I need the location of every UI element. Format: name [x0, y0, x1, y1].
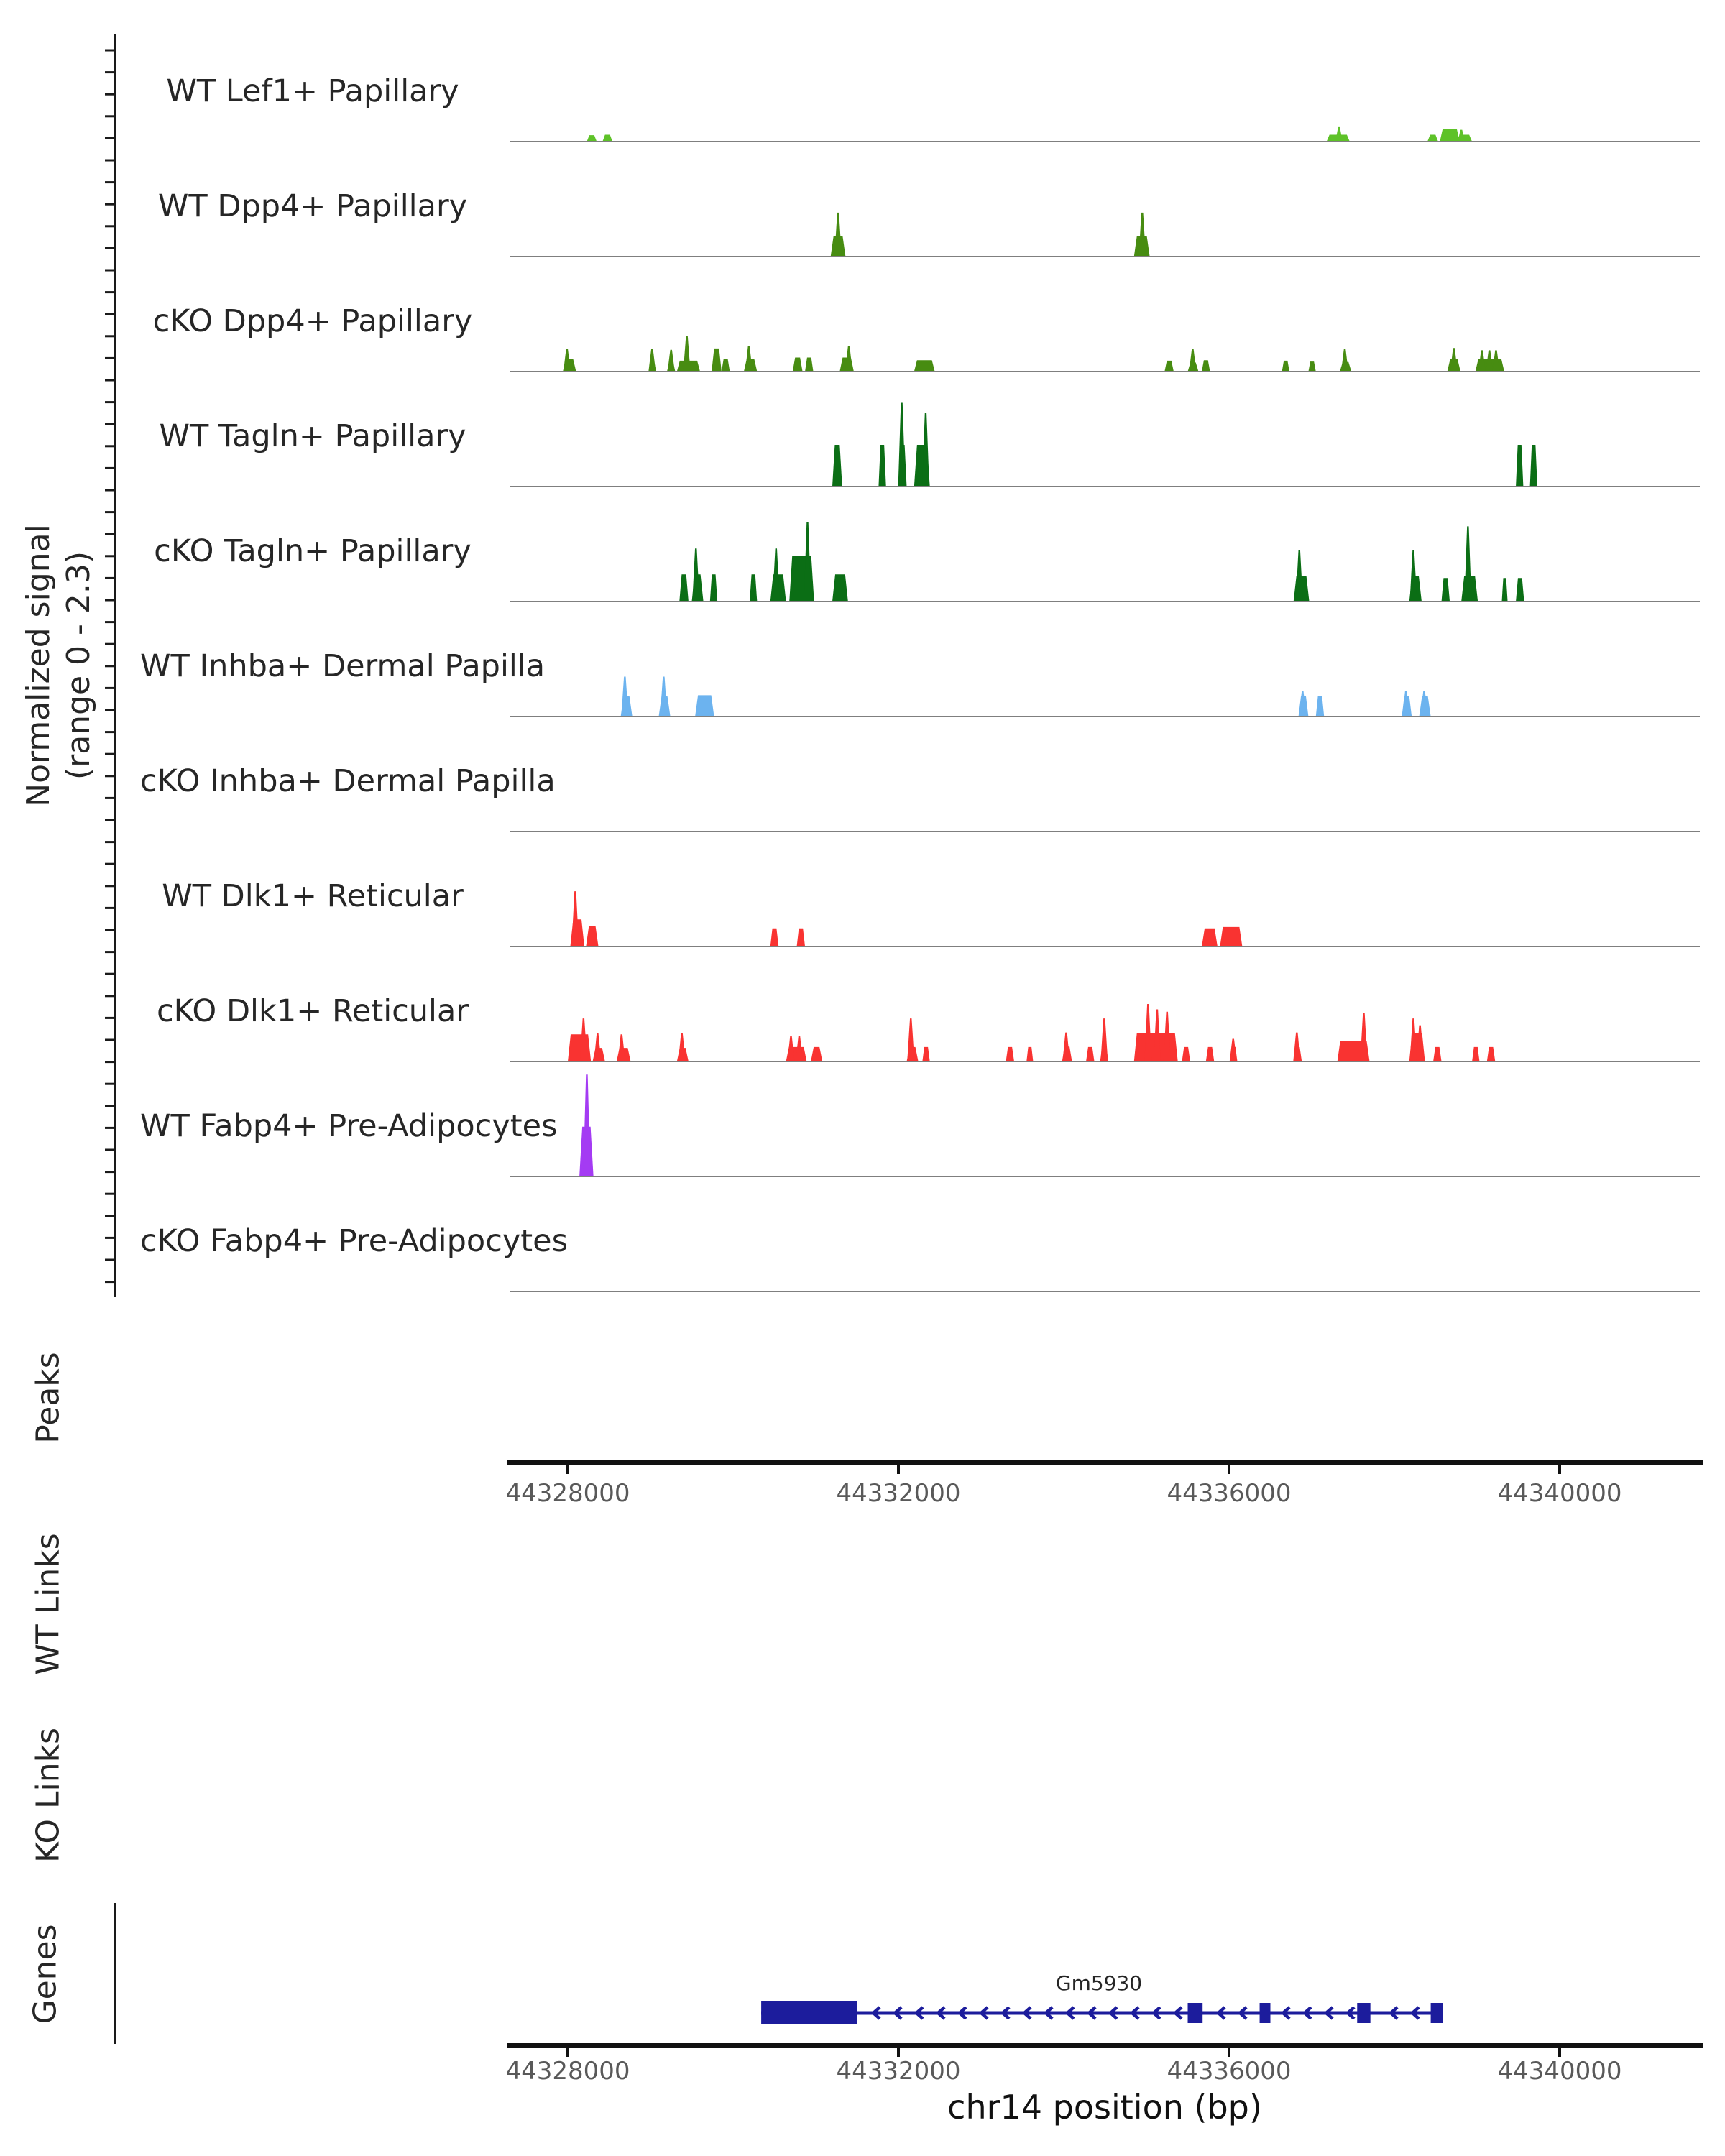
bottom-axis-tick-44336000: 44336000	[1167, 2057, 1292, 2086]
track-label-cko-dpp4: cKO Dpp4+ Papillary	[152, 303, 473, 339]
section-label-genes: Genes	[27, 1924, 64, 2024]
y-axis-label-line1: Normalized signal	[20, 524, 57, 807]
section-label-peaks: Peaks	[29, 1352, 67, 1444]
y-axis-label-line2: (range 0 - 2.3)	[60, 550, 97, 780]
section-label-ko-links: KO Links	[29, 1727, 67, 1864]
bottom-axis-tick-44328000: 44328000	[505, 2057, 630, 2086]
bottom-axis-tick-44332000: 44332000	[836, 2057, 961, 2086]
track-label-wt-dlk1: WT Dlk1+ Reticular	[162, 878, 464, 914]
gene-name-label: Gm5930	[1055, 1971, 1143, 1995]
track-label-cko-tagln: cKO Tagln+ Papillary	[154, 533, 472, 569]
peaks-axis-tick-44328000: 44328000	[505, 1479, 630, 1508]
track-label-cko-dlk1: cKO Dlk1+ Reticular	[156, 993, 469, 1029]
y-axis-label	[19, 524, 99, 807]
section-label-wt-links: WT Links	[29, 1533, 67, 1675]
peaks-axis-tick-44332000: 44332000	[836, 1479, 961, 1508]
track-label-wt-lef1: WT Lef1+ Papillary	[166, 73, 459, 109]
x-axis-title: chr14 position (bp)	[947, 2088, 1262, 2127]
peaks-axis-tick-44340000: 44340000	[1497, 1479, 1622, 1508]
track-label-cko-inhba: cKO Inhba+ Dermal Papilla	[140, 763, 556, 799]
track-label-wt-inhba: WT Inhba+ Dermal Papilla	[140, 648, 546, 684]
peaks-axis-tick-44336000: 44336000	[1167, 1479, 1292, 1508]
track-label-wt-dpp4: WT Dpp4+ Papillary	[157, 188, 468, 224]
track-label-wt-tagln: WT Tagln+ Papillary	[159, 418, 466, 454]
track-label-wt-fabp4: WT Fabp4+ Pre-Adipocytes	[140, 1108, 558, 1144]
track-label-cko-fabp4: cKO Fabp4+ Pre-Adipocytes	[140, 1223, 569, 1259]
bottom-axis-tick-44340000: 44340000	[1497, 2057, 1622, 2086]
